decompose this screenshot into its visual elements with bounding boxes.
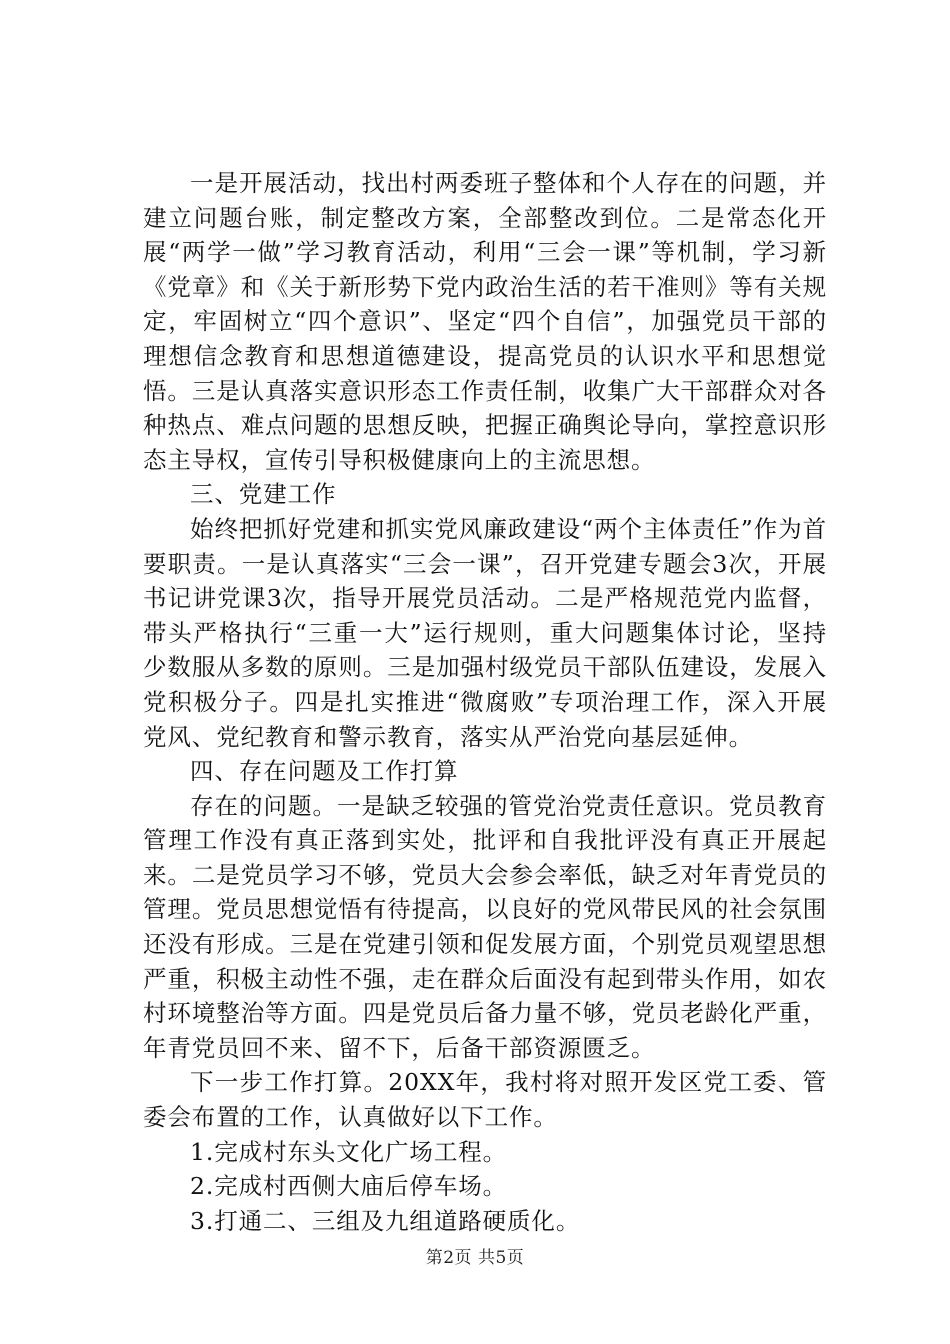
body-paragraph-1: 一是开展活动，找出村两委班子整体和个人存在的问题，并建立问题台账，制定整改方案，全部整改到位。二是常态化开展“两学一做”学习教育活动，利用“三会一课”等机制，学习新《党章》和《关于新形势下党内政治生活的若干准则》等有关规定，牢固树立“四个意识”、坚定“四个自信”，加强党员干部的理想信念教育和思想道德建设，提高党员的认识水平和思想觉悟。三是认真落实意识形态工作责任制，收集广大干部群众对各种热点、难点问题的思想反映，把握正确舆论导向，掌控意识形态主导权，宣传引导积极健康向上的主流思想。: [143, 169, 827, 474]
body-paragraph-2: 始终把抓好党建和抓实党风廉政建设“两个主体责任”作为首要职责。一是认真落实“三会一课”，召开党建专题会3次，开展书记讲党课3次，指导开展党员活动。二是严格规范党内监督，带头严格执行“三重一大”运行规则，重大问题集体讨论，坚持少数服从多数的原则。三是加强村级党员干部队伍建设，发展入党积极分子。四是扎实推进“微腐败”专项治理工作，深入开展党风、党纪教育和警示教育，落实从严治党向基层延伸。: [143, 514, 827, 751]
list-item-2: 2.完成村西侧大庙后停车场。: [190, 1172, 508, 1201]
body-paragraph-4: 下一步工作打算。20XX年，我村将对照开发区党工委、管委会布置的工作，认真做好以下工作。: [143, 1068, 827, 1132]
section-heading-3: 三、党建工作: [190, 480, 337, 509]
list-item-3: 3.打通二、三组及九组道路硬质化。: [190, 1206, 581, 1235]
page-number-footer: 第2页 共5页: [425, 1248, 525, 1268]
document-body: [143, 166, 827, 1238]
body-paragraph-3: 存在的问题。一是缺乏较强的管党治党责任意识。党员教育管理工作没有真正落到实处，批评和自我批评没有真正开展起来。二是党员学习不够，党员大会参会率低，缺乏对年青党员的管理。党员思想觉悟有待提高，以良好的党风带民风的社会氛围还没有形成。三是在党建引领和促发展方面，个别党员观望思想严重，积极主动性不强，走在群众后面没有起到带头作用，如农村环境整治等方面。四是党员后备力量不够，党员老龄化严重，年青党员回不来、留不下，后备干部资源匮乏。: [143, 791, 827, 1062]
section-heading-4: 四、存在问题及工作打算: [190, 757, 459, 786]
list-item-1: 1.完成村东头文化广场工程。: [190, 1137, 508, 1166]
